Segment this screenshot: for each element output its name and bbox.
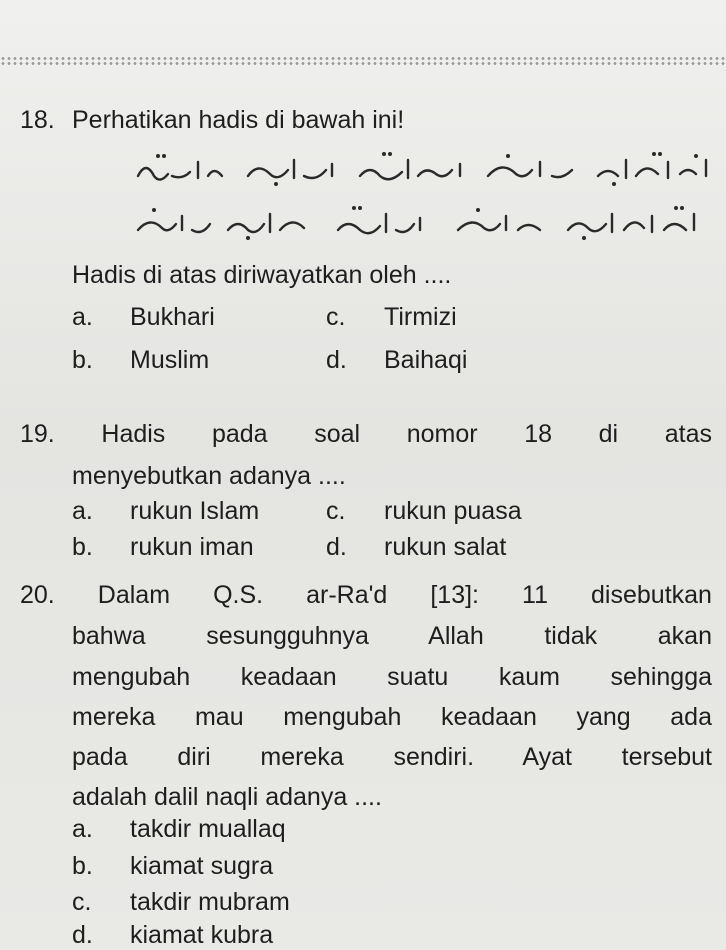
arabic-hadith-line-1 <box>128 148 718 188</box>
arabic-hadith-line-2 <box>128 202 718 242</box>
question-19-option-a[interactable]: a. rukun Islam <box>72 497 260 525</box>
question-19-option-b[interactable]: b. rukun iman <box>72 533 254 561</box>
question-20-option-d[interactable]: d. kiamat kubra <box>72 921 274 949</box>
question-20-number: 20. <box>20 581 55 609</box>
question-20-option-a[interactable]: a. takdir muallaq <box>72 815 286 843</box>
question-18-prompt: Perhatikan hadis di bawah ini! <box>72 106 405 134</box>
question-20-option-b[interactable]: b. kiamat sugra <box>72 852 274 880</box>
dotted-divider <box>0 56 726 66</box>
question-19-line-2: menyebutkan adanya .... <box>72 462 346 490</box>
question-19-number: 19. <box>20 420 55 448</box>
question-19-option-c[interactable]: c. rukun puasa <box>326 497 522 525</box>
question-18-text: Hadis di atas diriwayatkan oleh .... <box>72 261 452 289</box>
question-20-line-4: mereka mau mengubah keadaan yang ada <box>72 703 712 731</box>
question-18-option-c[interactable]: c. Tirmizi <box>326 303 457 331</box>
question-20-line-5: pada diri mereka sendiri. Ayat tersebut <box>72 743 712 771</box>
question-20-line-6: adalah dalil naqli adanya .... <box>72 783 382 811</box>
question-18-option-b[interactable]: b. Muslim <box>72 346 210 374</box>
question-18-heading <box>20 103 404 137</box>
question-20-line-3: mengubah keadaan suatu kaum sehingga <box>72 663 712 691</box>
question-18-number: 18. <box>20 106 55 134</box>
question-20-option-c[interactable]: c. takdir mubram <box>72 888 290 916</box>
question-20-line-1: 20. Dalam Q.S. ar-Ra'd [13]: 11 disebutkan <box>20 578 712 612</box>
question-18-option-d[interactable]: d. Baihaqi <box>326 346 468 374</box>
question-18-option-a[interactable]: a. Bukhari <box>72 303 215 331</box>
question-19-option-d[interactable]: d. rukun salat <box>326 533 507 561</box>
question-19-line-1: 19. Hadis pada soal nomor 18 di atas <box>20 417 712 451</box>
question-20-line-2: bahwa sesungguhnya Allah tidak akan <box>72 622 712 650</box>
